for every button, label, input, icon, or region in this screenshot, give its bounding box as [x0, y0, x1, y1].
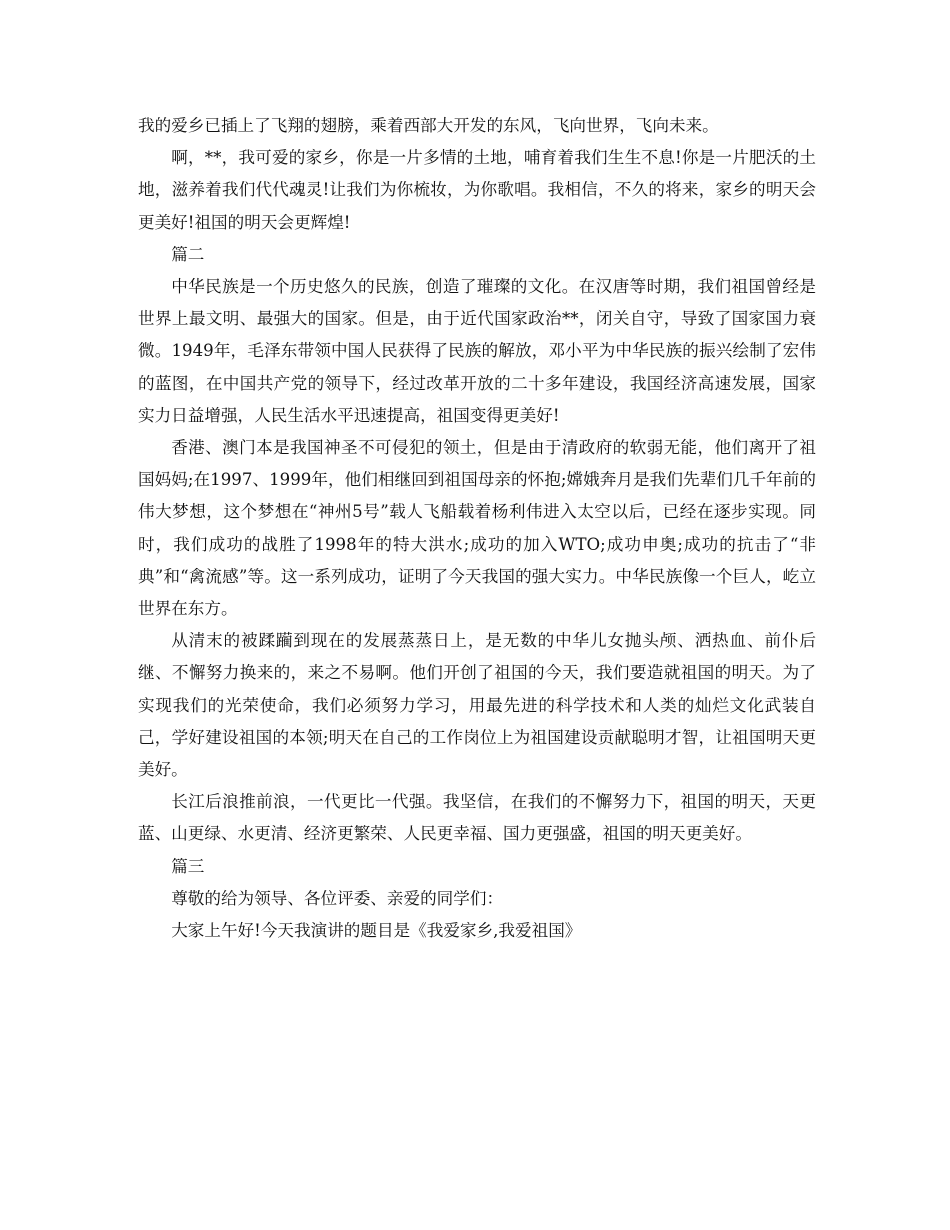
paragraph-future: 长江后浪推前浪，一代更比一代强。我坚信，在我们的不懈努力下，祖国的明天，天更蓝、山更绿、水更清、经济更繁荣、人民更幸福、国力更强盛，祖国的明天更美好。 [138, 792, 816, 844]
section-heading-part-two: 篇二 [171, 244, 205, 264]
paragraph-salutation: 尊敬的给为领导、各位评委、亲爱的同学们： [171, 888, 504, 908]
paragraph-speech-title: 大家上午好!今天我演讲的题目是《我爱家乡,我爱祖国》 [171, 921, 582, 941]
paragraph-continuation: 我的爱乡已插上了飞翔的翅膀，乘着西部大开发的东风，飞向世界，飞向未来。 [138, 116, 719, 135]
section-heading-part-three: 篇三 [171, 856, 205, 876]
document-page [138, 110, 816, 947]
paragraph-chinese-history: 中华民族是一个历史悠久的民族，创造了璀璨的文化。在汉唐等时期，我们祖国曾经是世界上最文明、最强大的国家。但是，由于近代国家政治**，闭关自守，导致了国家国力衰微。1949年，毛泽东带领中国人民获得了民族的解放，邓小平为中华民族的振兴绘制了宏伟的蓝图，在中国共产党的领导下，经过改革开放的二十多年建设，我国经济高速发展，国家实力日益增强，人民生活水平迅速提高，祖国变得更美好! [138, 277, 816, 425]
paragraph-achievements: 香港、澳门本是我国神圣不可侵犯的领土，但是由于清政府的软弱无能，他们离开了祖国妈妈;在1997、1999年，他们相继回到祖国母亲的怀抱;嫦娥奔月是我们先辈们几千年前的伟大梦想，这个梦想在“神州5号”载人飞船载着杨利伟进入太空以后，已经在逐步实现。同时，我们成功的战胜了1998年的特大洪水;成功的加入WTO;成功申奥;成功的抗击了“非典”和“禽流感”等。这一系列成功，证明了今天我国的强大实力。中华民族像一个巨人，屹立世界在东方。 [138, 438, 816, 619]
paragraph-hometown-praise: 啊，**，我可爱的家乡，你是一片多情的土地，哺育着我们生生不息!你是一片肥沃的土地，滋养着我们代代魂灵!让我们为你梳妆，为你歌唱。我相信，不久的将来，家乡的明天会更美好!祖国的明天会更辉煌! [138, 148, 816, 232]
paragraph-mission: 从清末的被蹂躏到现在的发展蒸蒸日上，是无数的中华儿女抛头颅、洒热血、前仆后继、不懈努力换来的，来之不易啊。他们开创了祖国的今天，我们要造就祖国的明天。为了实现我们的光荣使命，我们必须努力学习，用最先进的科学技术和人类的灿烂文化武装自己，学好建设祖国的本领;明天在自己的工作岗位上为祖国建设贡献聪明才智，让祖国明天更美好。 [138, 631, 816, 780]
